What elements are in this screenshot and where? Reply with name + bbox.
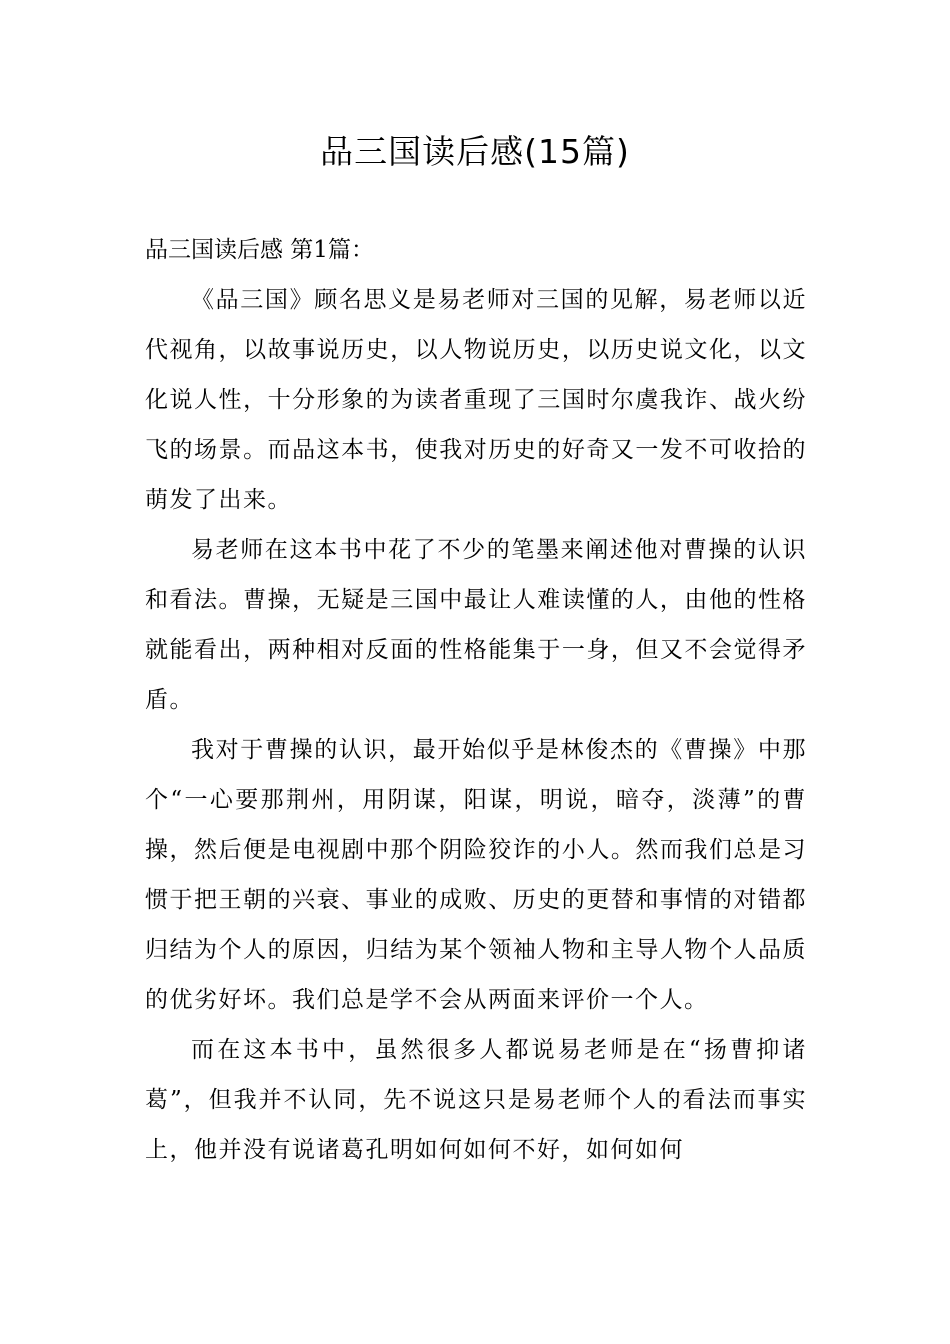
section-heading: 品三国读后感 第1篇： (145, 237, 374, 263)
document-body (145, 225, 807, 1175)
paragraph-3: 我对于曹操的认识，最开始似乎是林俊杰的《曹操》中那个“一心要那荆州，用阴谋，阳谋，明说，暗夺，淡薄”的曹操，然后便是电视剧中那个阴险狡诈的小人。然而我们总是习惯于把王朝的兴衰、事业的成败、历史的更替和事情的对错都归结为个人的原因，归结为某个领袖人物和主导人物个人品质的优劣好坏。我们总是学不会从两面来评价一个人。 (145, 737, 807, 1013)
document-title: 品三国读后感(15篇) (320, 132, 630, 171)
paragraph-4: 而在这本书中，虽然很多人都说易老师是在“扬曹抑诸葛”，但我并不认同，先不说这只是易老师个人的看法而事实上，他并没有说诸葛孔明如何如何不好，如何如何 (145, 1037, 807, 1163)
paragraph-1: 《品三国》顾名思义是易老师对三国的见解，易老师以近代视角，以故事说历史，以人物说历史，以历史说文化，以文化说人性，十分形象的为读者重现了三国时尔虞我诈、战火纷飞的场景。而品这本书，使我对历史的好奇又一发不可收拾的萌发了出来。 (145, 287, 807, 513)
paragraph-2: 易老师在这本书中花了不少的笔墨来阐述他对曹操的认识和看法。曹操，无疑是三国中最让人难读懂的人，由他的性格就能看出，两种相对反面的性格能集于一身，但又不会觉得矛盾。 (145, 537, 807, 713)
